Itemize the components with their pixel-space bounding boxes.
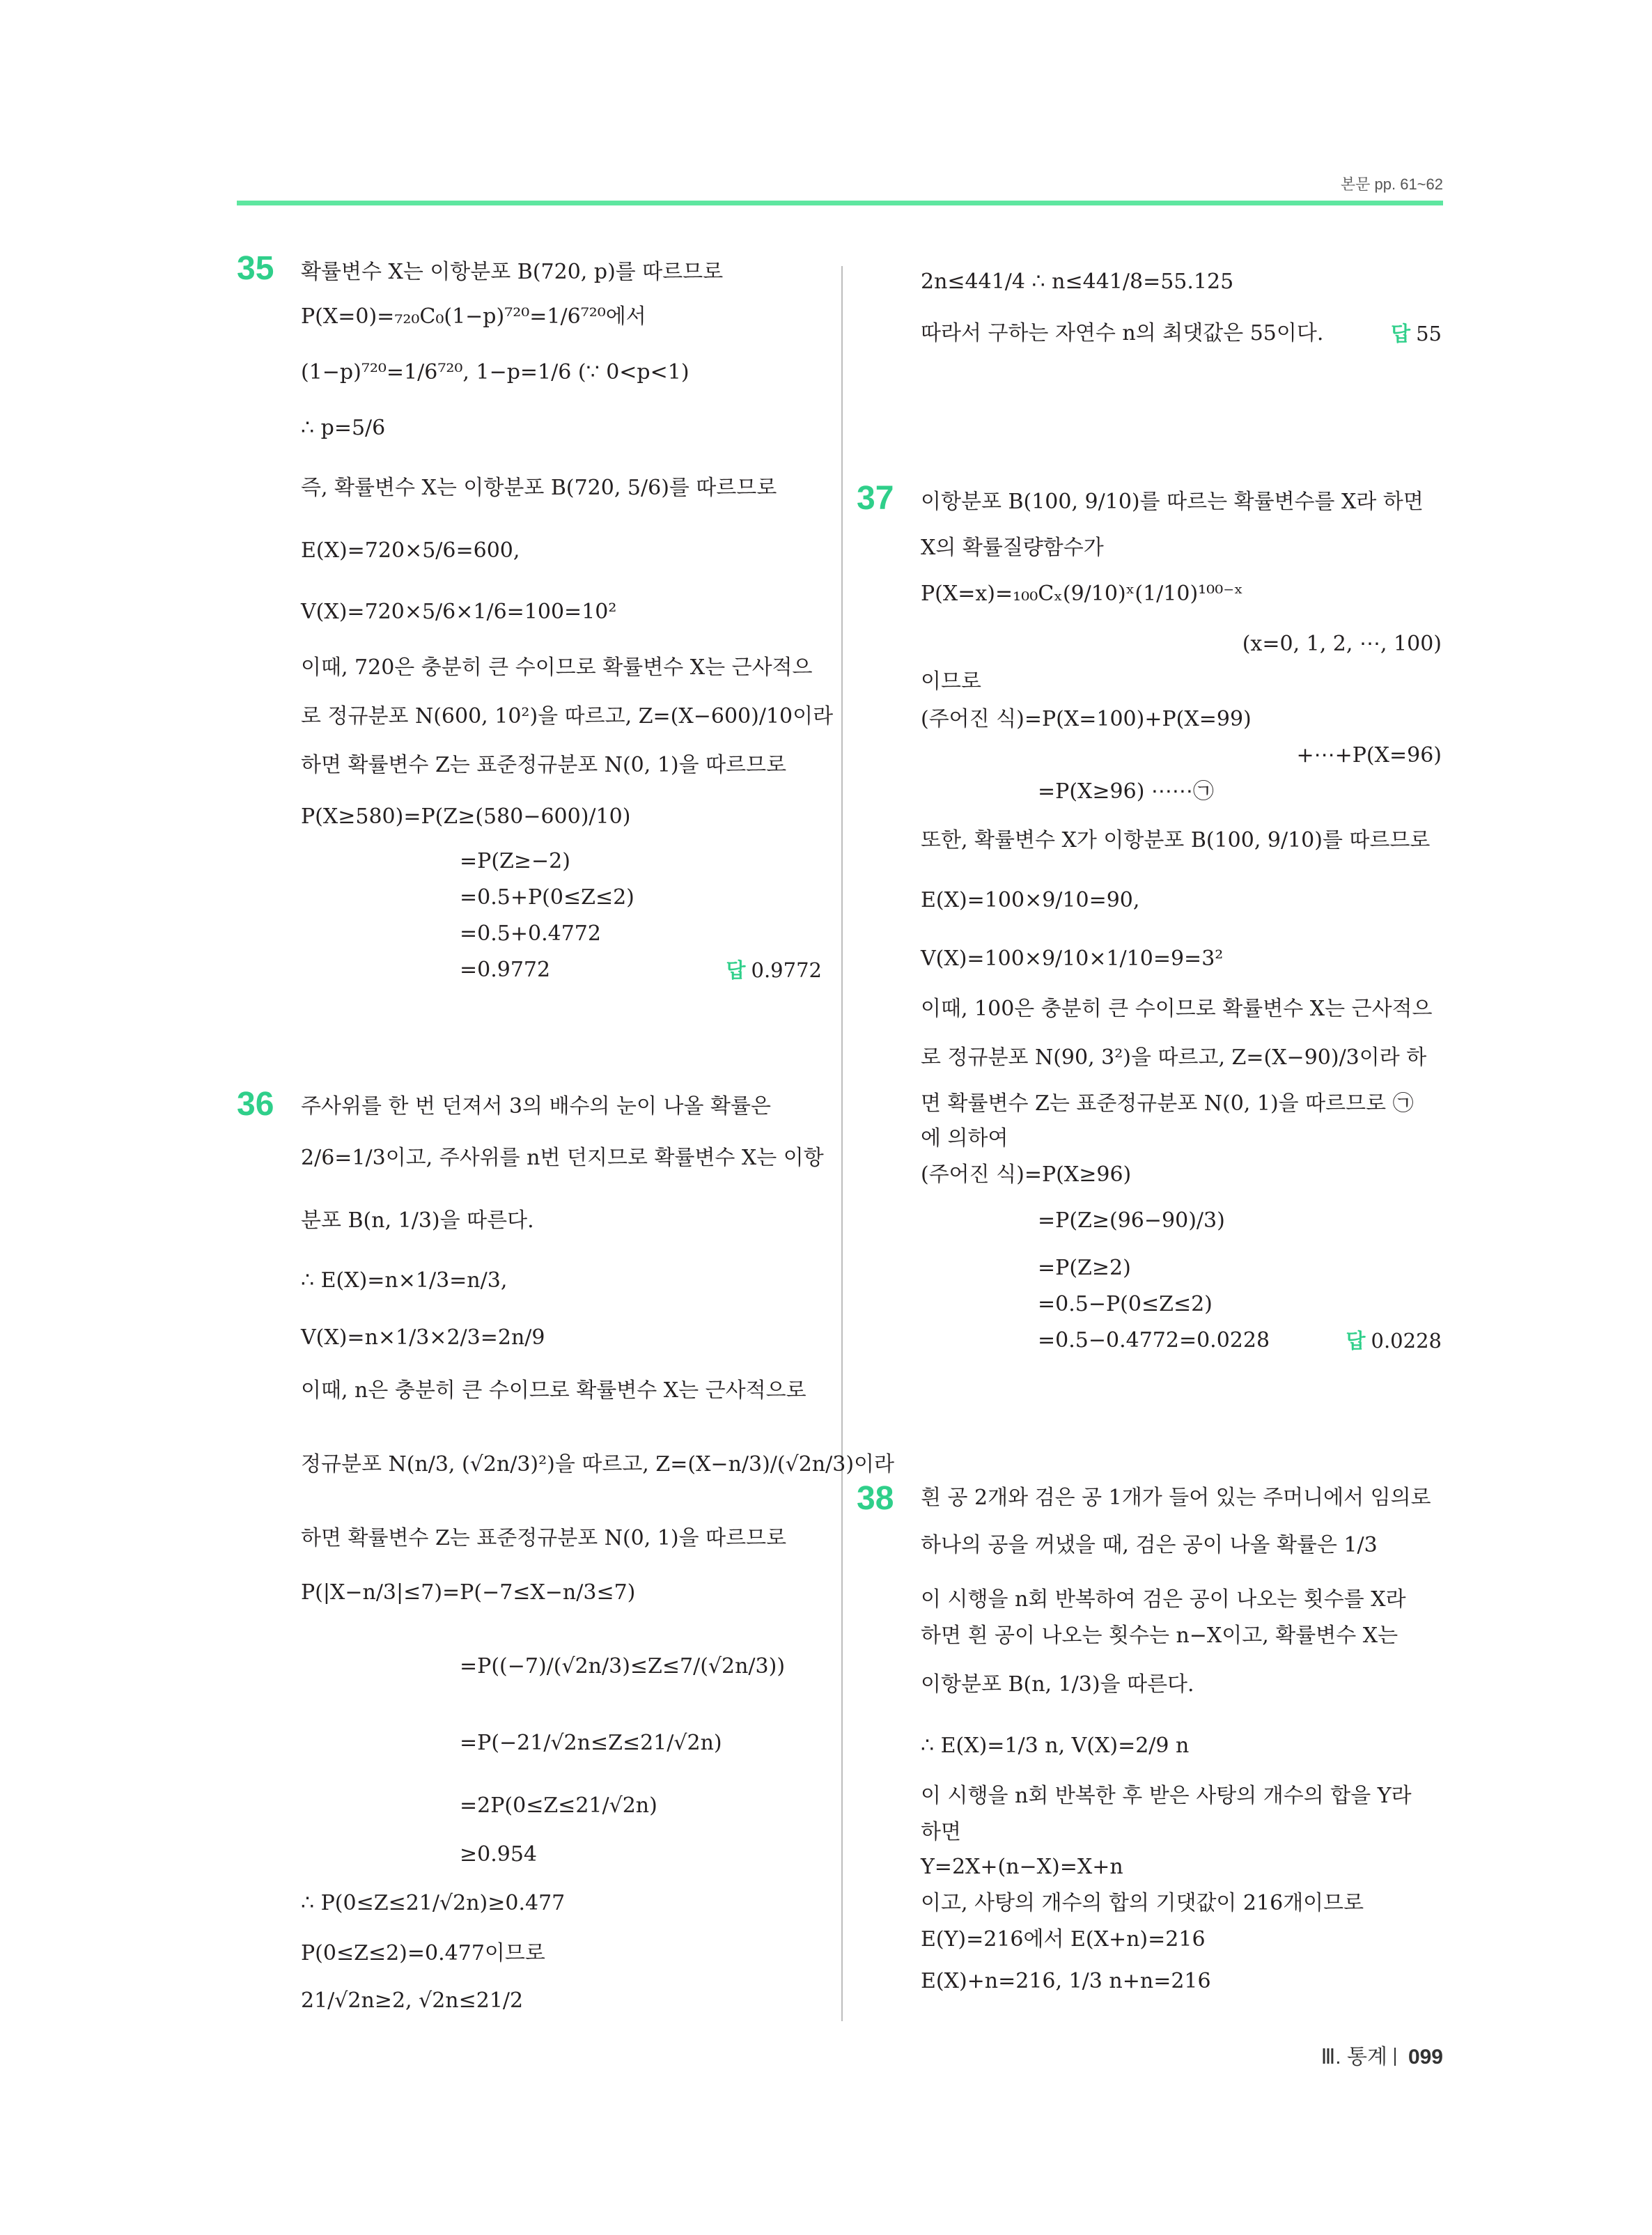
solution-line: 하나의 공을 꺼냈을 때, 검은 공이 나올 확률은 1/3 (921, 1533, 1378, 1557)
problem-number: 36 (237, 1086, 274, 1123)
solution-line: =0.5+P(0≤Z≤2) (460, 885, 634, 910)
solution-line: 이때, 100은 충분히 큰 수이므로 확률변수 X는 근사적으 (921, 997, 1433, 1021)
solution-line: ∴ E(X)=1/3 n, V(X)=2/9 n (921, 1734, 1190, 1758)
solution-line: Y=2X+(n−X)=X+n (921, 1855, 1123, 1879)
answer (726, 956, 823, 986)
solution-line: 하면 (921, 1820, 961, 1844)
solution-line: E(X)=100×9/10=90, (921, 888, 1140, 912)
solution-line: 이 시행을 n회 반복한 후 받은 사탕의 개수의 합을 Y라 (921, 1784, 1412, 1808)
solution-line: 흰 공 2개와 검은 공 1개가 들어 있는 주머니에서 임의로 (921, 1486, 1431, 1510)
solution-line: V(X)=n×1/3×2/3=2n/9 (301, 1325, 545, 1350)
header-rule (237, 201, 1443, 205)
solution-line: E(X)+n=216, 1/3 n+n=216 (921, 1969, 1211, 1993)
solution-line: =P(−21/√2n≤Z≤21/√2n) (460, 1731, 722, 1755)
solution-line: +⋯+P(X=96) (1296, 743, 1442, 768)
answer (1346, 1326, 1442, 1356)
solution-line: 이고, 사탕의 개수의 합의 기댓값이 216개이므로 (921, 1891, 1364, 1915)
solution-line: =0.9772 (460, 958, 551, 982)
solution-line: V(X)=720×5/6×1/6=100=10² (301, 600, 617, 624)
solution-line: =0.5−0.4772=0.0228 (1038, 1328, 1270, 1353)
solution-line: P(X=x)=₁₀₀Cₓ(9/10)ˣ(1/10)¹⁰⁰⁻ˣ (921, 582, 1243, 606)
solution-line: 이 시행을 n회 반복하여 검은 공이 나오는 횟수를 X라 (921, 1587, 1406, 1612)
solution-line: ∴ p=5/6 (301, 416, 386, 440)
solution-line: =P(Z≥(96−90)/3) (1038, 1208, 1225, 1233)
answer (1391, 319, 1442, 349)
solution-line: =2P(0≤Z≤21/√2n) (460, 1793, 657, 1818)
solution-line: 면 확률변수 Z는 표준정규분포 N(0, 1)을 따르므로 ㉠ (921, 1091, 1414, 1116)
solution-line: 이므로 (921, 669, 981, 694)
solution-line: E(X)=720×5/6=600, (301, 538, 520, 563)
problem-number: 35 (237, 250, 274, 287)
solution-line: 이항분포 B(n, 1/3)을 따른다. (921, 1672, 1194, 1697)
column-divider (841, 266, 843, 2021)
answer-value: 0.9772 (751, 958, 822, 982)
solution-line: =P(Z≥−2) (460, 849, 570, 873)
solution-line: 하면 흰 공이 나오는 횟수는 n−X이고, 확률변수 X는 (921, 1623, 1398, 1648)
solution-line: =P(X≥96) ⋯⋯㉠ (1038, 779, 1214, 804)
solution-line: =0.5−P(0≤Z≤2) (1038, 1292, 1213, 1316)
solution-line: 주사위를 한 번 던져서 3의 배수의 눈이 나올 확률은 (301, 1094, 771, 1119)
solution-line: E(Y)=216에서 E(X+n)=216 (921, 1927, 1206, 1952)
solution-line: X의 확률질량함수가 (921, 536, 1104, 560)
solution-line: 로 정규분포 N(600, 10²)을 따르고, Z=(X−600)/10이라 (301, 704, 834, 729)
solution-line: (주어진 식)=P(X=100)+P(X=99) (921, 707, 1252, 731)
solution-line: 하면 확률변수 Z는 표준정규분포 N(0, 1)을 따르므로 (301, 1526, 787, 1550)
answer-value: 0.0228 (1371, 1329, 1442, 1353)
solution-line: 따라서 구하는 자연수 n의 최댓값은 55이다. (921, 321, 1324, 345)
solution-line: 이항분포 B(100, 9/10)를 따르는 확률변수를 X라 하면 (921, 490, 1424, 514)
solution-line: P(X=0)=₇₂₀C₀(1−p)⁷²⁰=1/6⁷²⁰에서 (301, 304, 646, 329)
answer-label: 답 (726, 960, 746, 982)
solution-line: (주어진 식)=P(X≥96) (921, 1162, 1132, 1187)
solution-line: 하면 확률변수 Z는 표준정규분포 N(0, 1)을 따르므로 (301, 753, 787, 777)
solution-line: 에 의하여 (921, 1126, 1008, 1151)
solution-line: ≥0.954 (460, 1842, 538, 1867)
solution-line: 이때, n은 충분히 큰 수이므로 확률변수 X는 근사적으로 (301, 1378, 806, 1403)
solution-line: 2n≤441/4 ∴ n≤441/8=55.125 (921, 270, 1234, 294)
solution-line: 또한, 확률변수 X가 이항분포 B(100, 9/10)를 따르므로 (921, 828, 1431, 852)
solution-line: V(X)=100×9/10×1/10=9=3² (921, 947, 1224, 971)
answer-label: 답 (1346, 1330, 1366, 1353)
solution-line: 2/6=1/3이고, 주사위를 n번 던지므로 확률변수 X는 이항 (301, 1146, 824, 1170)
solution-line: =0.5+0.4772 (460, 921, 601, 946)
solution-line: 21/√2n≥2, √2n≤21/2 (301, 1988, 524, 2013)
answer-label: 답 (1391, 323, 1411, 345)
solution-line: P(0≤Z≤2)=0.477이므로 (301, 1941, 545, 1965)
solution-line: =P(Z≥2) (1038, 1256, 1131, 1280)
solution-line: 확률변수 X는 이항분포 B(720, p)를 따르므로 (301, 260, 724, 284)
page-number: 099 (1408, 2046, 1443, 2069)
solution-line: 정규분포 N(n/3, (√2n/3)²)을 따르고, Z=(X−n/3)/(√2n/3)이라 (301, 1452, 894, 1477)
problem-number: 37 (857, 480, 894, 517)
solution-line: (1−p)⁷²⁰=1/6⁷²⁰, 1−p=1/6 (∵ 0<p<1) (301, 360, 689, 384)
solution-line: ∴ P(0≤Z≤21/√2n)≥0.477 (301, 1891, 566, 1915)
page-footer (1321, 2039, 1443, 2070)
solution-line: 이때, 720은 충분히 큰 수이므로 확률변수 X는 근사적으 (301, 655, 813, 680)
solution-line: P(|X−n/3|≤7)=P(−7≤X−n/3≤7) (301, 1580, 636, 1605)
answer-value: 55 (1416, 322, 1442, 345)
footer-separator (1394, 2048, 1396, 2066)
problem-number: 38 (857, 1480, 894, 1517)
solution-line: 분포 B(n, 1/3)을 따른다. (301, 1208, 534, 1233)
solution-line: ∴ E(X)=n×1/3=n/3, (301, 1268, 508, 1293)
solution-line: P(X≥580)=P(Z≥(580−600)/10) (301, 804, 631, 829)
footer-section: Ⅲ. 통계 (1320, 2046, 1387, 2069)
solution-line: =P((−7)/(√2n/3)≤Z≤7/(√2n/3)) (460, 1654, 786, 1679)
solution-line: 즉, 확률변수 X는 이항분포 B(720, 5/6)를 따르므로 (301, 476, 777, 500)
solution-line: 로 정규분포 N(90, 3²)을 따르고, Z=(X−90)/3이라 하 (921, 1045, 1427, 1070)
header-page-reference: 본문 pp. 61~62 (1340, 176, 1443, 193)
solution-line: (x=0, 1, 2, ⋯, 100) (1242, 632, 1442, 656)
